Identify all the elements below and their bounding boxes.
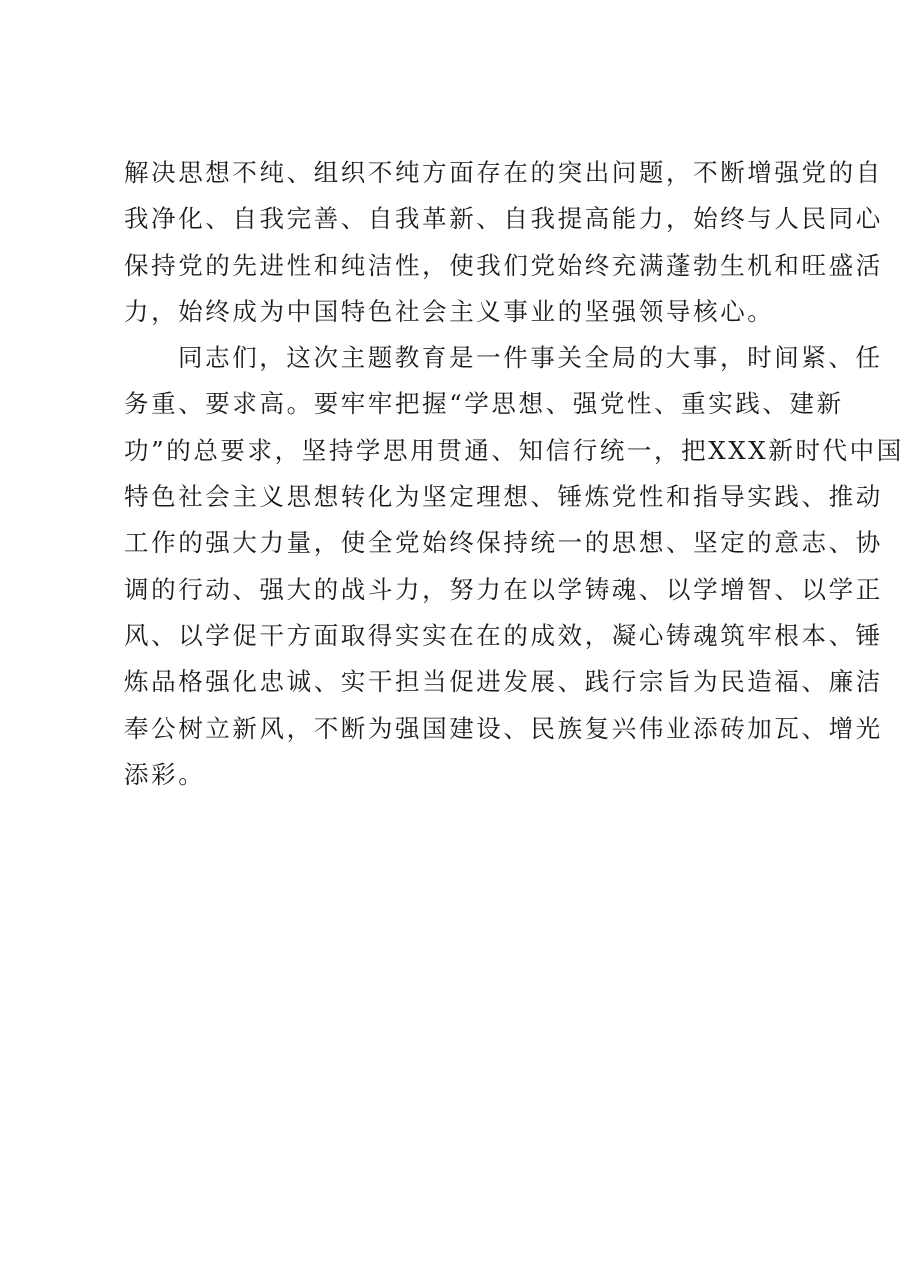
paragraph-line: 添彩。 — [124, 759, 206, 789]
paragraph-line: 工作的强大力量，使全党始终保持统一的思想、坚定的意志、协 — [124, 528, 883, 558]
paragraph-line: 风、以学促干方面取得实实在在的成效，凝心铸魂筑牢根本、锤 — [124, 620, 883, 650]
paragraph-line: 保持党的先进性和纯洁性，使我们党始终充满蓬勃生机和旺盛活 — [124, 250, 883, 280]
paragraph-line: 解决思想不纯、组织不纯方面存在的突出问题，不断增强党的自 — [124, 158, 883, 187]
paragraph-line: 我净化、自我完善、自我革新、自我提高能力，始终与人民同心 — [124, 204, 883, 234]
paragraph-1 — [124, 150, 883, 335]
document-body — [124, 150, 904, 798]
paragraph-line: 务重、要求高。要牢牢把握“学思想、强党性、重实践、建新 — [124, 389, 844, 419]
paragraph-line: 调的行动、强大的战斗力，努力在以学铸魂、以学增智、以学正 — [124, 574, 883, 604]
paragraph-line: 奉公树立新风，不断为强国建设、民族复兴伟业添砖加瓦、增光 — [124, 713, 883, 743]
paragraph-line: 力，始终成为中国特色社会主义事业的坚强领导核心。 — [124, 296, 775, 326]
paragraph-line: 功”的总要求，坚持学思用贯通、知信行统一，把XXX新时代中国 — [124, 435, 904, 465]
paragraph-line: 特色社会主义思想转化为坚定理想、锤炼党性和指导实践、推动 — [124, 482, 883, 512]
paragraph-2 — [124, 335, 904, 798]
paragraph-line: 同志们，这次主题教育是一件事关全局的大事，时间紧、任 — [178, 343, 883, 373]
paragraph-line: 炼品格强化忠诚、实干担当促进发展、践行宗旨为民造福、廉洁 — [124, 667, 883, 697]
